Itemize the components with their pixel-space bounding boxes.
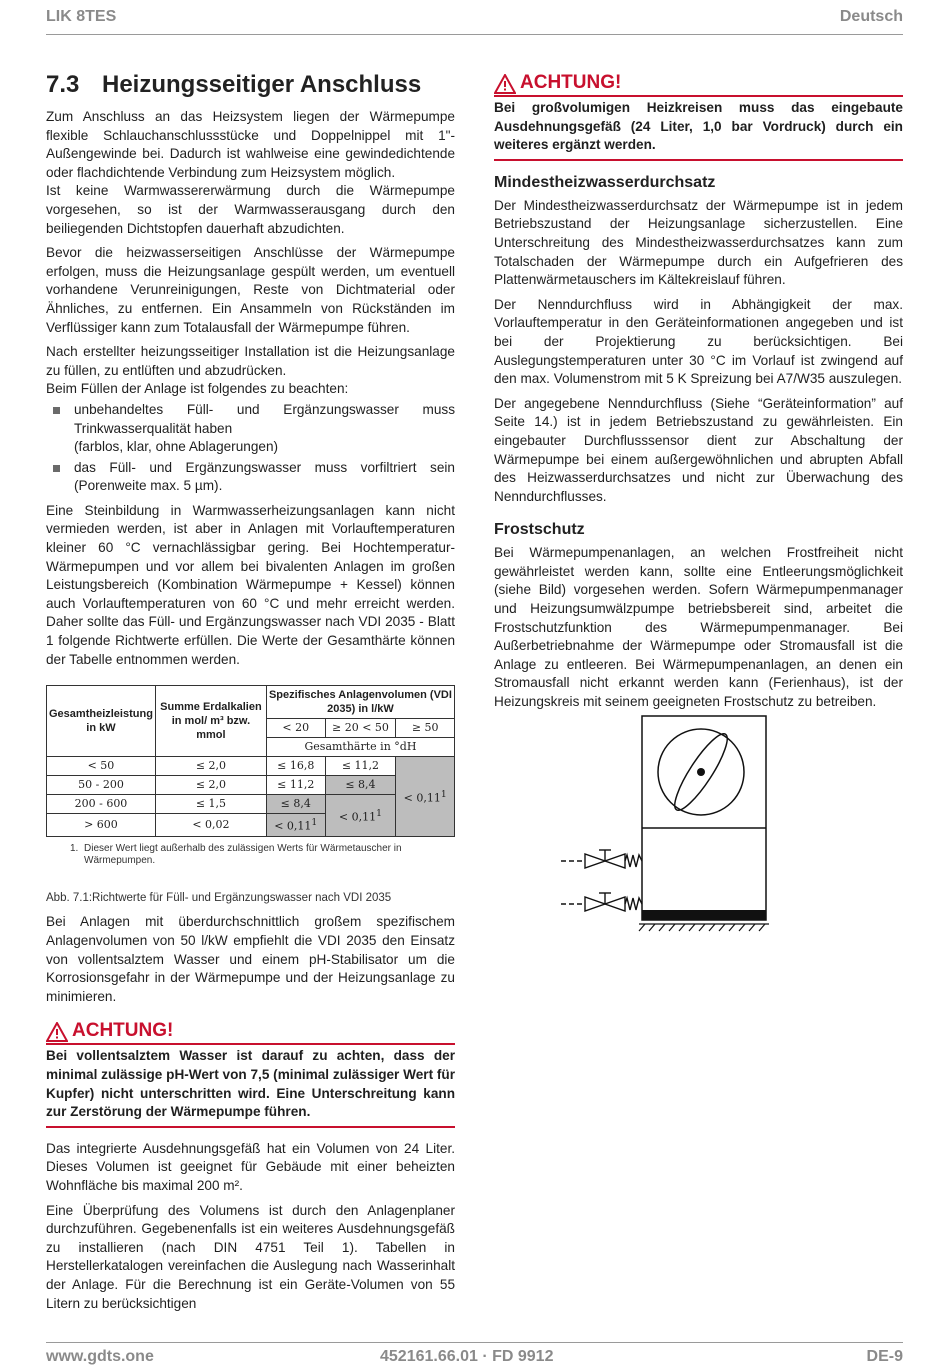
table-subheader: ≥ 50 (396, 719, 455, 738)
paragraph: Beim Füllen der Anlage ist folgendes zu beachten: (46, 381, 349, 397)
table-header: Summe Erdalkalien in mol/ m³ bzw. mmol (155, 686, 266, 757)
warning-text: Bei großvolumigen Heizkreisen muss das eingebaute Ausdehnungsgefäß (24 Liter, 1,0 bar Vordruck) durch ein weiteres ergänzt werden. (494, 97, 903, 161)
paragraph: Das integrierte Ausdehnungsgefäß hat ein Volumen von 24 Liter. Dieses Volumen ist geeignet für Gebäude mit einer beheizten Wohnfläche bis maximal 200 m². (46, 1140, 455, 1193)
fan-hub (697, 768, 705, 776)
paragraph: Bevor die heizwasserseitigen Anschlüsse der Wärmepumpe erfolgen, muss die Heizungsanlage gespült werden, um eventuell vorhandene Verunreinigungen, Reste von Dichtmaterial oder Ähnliches, zu entfernen. Ein Ansammeln von Rückständen im Verflüssiger kann zum Totalausfall der Wärmepumpe führen. (46, 245, 455, 335)
table-subheader: < 20 (266, 719, 325, 738)
water-values-table (46, 685, 455, 837)
footer-website: www.gdts.one (46, 1348, 154, 1365)
warning-triangle-icon (494, 74, 516, 94)
footer-doc-number: 452161.66.01 · FD 9912 (380, 1348, 554, 1365)
warning-title: ACHTUNG! (72, 1020, 174, 1042)
paragraph: Der Mindestheizwasserdurchsatz der Wärmepumpe ist in jedem Betriebszustand der Heizungsanlage sicherzustellen. Eine Unterschreitung des Mindestheizwasserdurchsatzes kann zum Totalschaden der Wärmepumpe durch ein Aufgefrieren des Plattenwärmetauschers im Kältekreislauf führen. (494, 197, 903, 288)
footer-divider (46, 1342, 903, 1343)
table-row: < 50 ≤ 2,0 ≤ 16,8 ≤ 11,2 < $0,11^1$ (47, 757, 455, 776)
subheading-min-flow: Mindestheizwasserdurchsatz (494, 173, 716, 191)
table-header: Spezifisches Anlagenvolumen (VDI 2035) in l/kW (266, 686, 454, 719)
header-divider (46, 34, 903, 35)
paragraph: Der Nenndurchfluss wird in Abhängigkeit der max. Vorlauftemperatur in den Geräteinformationen angegeben und ist bei der Projektierung zu berücksichtigen. Bei Auslegungstemperaturen unter 30 °C im Vorlauf ist zwingend auf den max. Volumenstrom mit 5 K Spreizung bei A7/W35 auszulegen. (494, 296, 903, 387)
subheading-frost: Frostschutz (494, 521, 585, 539)
list-item: unbehandeltes Füll- und Ergänzungswasser muss Trinkwasserqualität haben (farblos, klar, ohne Ablagerungen) (46, 401, 455, 457)
table-merged-cell: < $0,11^1$ (325, 795, 396, 837)
square-bullet-icon (53, 465, 60, 472)
warning-box (494, 72, 903, 161)
bullet-list (46, 401, 455, 496)
warning-text: Bei vollentsalztem Wasser ist darauf zu achten, dass der minimal zulässige pH-Wert von 7,5 (minimal zulässiger Wert für Kupfer) nicht unterschritten wird. Eine Unterschreitung kann zur Zerstörung der Wärmepumpe führen. (46, 1045, 455, 1127)
table-subheader: ≥ 20 < 50 (325, 719, 396, 738)
paragraph: Eine Überprüfung des Volumens ist durch den Anlagenplaner durchzuführen. Gegebenenfalls ist ein weiteres Ausdehnungsgefäß zu installieren (nach DIN 4751 Teil 1). Tabellen in Herstellerkatalogen vereinfachen die Auslegung nach Wasserinhalt der Anlage. Für die Berechnung ist ein Geräte-Volumen von 55 Litern zu berücksichtigen (46, 1202, 455, 1311)
paragraph: Bei Anlagen mit überdurchschnittlich großem spezifischem Anlagenvolumen von 50 l/kW empfiehlt die VDI 2035 den Einsatz von vollentsalztem Wasser und einem pH-Stabilisator um die Korrosionsgefahr in der Wärmepumpe und der Heizungsanlage zu minimieren. (46, 914, 455, 1004)
table-footnote: 1. Dieser Wert liegt außerhalb des zulässigen Werts für Wärmetauscher in Wärmepumpen. (70, 842, 402, 866)
paragraph: Bei Wärmepumpenanlagen, an welchen Frostfreiheit nicht gewährleistet werden kann, sollte eine Entleerungsmöglichkeit (siehe Bild) vorgesehen werden. Sofern Wärmepumpenmanager und Heizungsumwälzpumpe betriebsbereit sind, arbeitet die Frostschutzfunktion des Wärmepumpenmanager. Bei Außerbetriebnahme der Wärmepumpe oder Stromausfall ist die Anlage zu entleeren. Bei Wärmepumpenanlagen, an denen ein Stromausfall nicht erkannt werden kann (Ferienhaus), ist der Heizungskreis mit seinem geeigneten Frostschutz zu betreiben. (494, 545, 903, 710)
paragraph: Der angegebene Nenndurchfluss (Siehe “Geräteinformation” auf Seite 14.) ist in jedem Betriebszustand zu gewährleisten. Ein eingebauter Durchflusssensor dient zur Abschaltung der Wärmepumpe bei einem außergewöhnlichen und abrupten Abfall des Heizwasserdurchsatzes und nicht zur Überwachung des Nenndurchflusses. (494, 395, 903, 504)
footer-page-number: DE-9 (866, 1348, 903, 1365)
section-title: Heizungsseitiger Anschluss (102, 71, 422, 98)
base-plate (642, 910, 766, 920)
upper-drain-valve (561, 850, 642, 868)
warning-title: ACHTUNG! (520, 72, 622, 93)
list-item: das Füll- und Ergänzungswasser muss vorfiltriert sein (Porenweite max. 5 µm). (46, 459, 455, 496)
right-column (494, 72, 903, 718)
table-row: 50 - 200 ≤ 2,0 ≤ 11,2 ≤ 8,4 (47, 776, 455, 795)
section-number: 7.3 (46, 71, 80, 98)
lower-drain-valve (561, 893, 642, 911)
square-bullet-icon (53, 407, 60, 414)
paragraph: Nach erstellter heizungsseitiger Installation ist die Heizungsanlage zu füllen, zu entlüften und abzudrücken. (46, 344, 455, 378)
warning-box (46, 1020, 455, 1127)
paragraph: Ist keine Warmwassererwärmung durch die Wärmepumpe vorgesehen, so ist der Warmwasserausgang durch den beiliegenden Dichtstopfen dauerhaft abzudichten. (46, 183, 455, 236)
drain-schematic-figure (559, 712, 821, 944)
paragraph: Zum Anschluss an das Heizsystem liegen der Wärmepumpe flexible Schlauchanschlussstücke und Doppelnippel mit 1"-Außengewinde bei. Dadurch ist wahlweise eine gewindedichtende oder flachdichtende Verbindung zum Heizsystem möglich. (46, 109, 455, 180)
table-header: Gesamtheizleistung in kW (47, 686, 156, 757)
left-column (46, 70, 455, 1319)
doc-header-language: Deutsch (839, 8, 903, 25)
paragraph: Eine Steinbildung in Warmwasserheizungsanlagen kann nicht vermieden werden, ist aber in Anlagen mit Vorlauftemperaturen kleiner 60 °C vernachlässigbar gering. Bei Hochtemperatur-Wärmepumpen und vor allem bei bivalenten Anlagen im großen Leistungsbereich (Kombination Wärmepumpe + Kessel) können auch Vorlauftemperaturen von 60 °C und mehr erreicht werden. Daher sollte das Füll- und Ergänzungswasser nach VDI 2035 - Blatt 1 folgende Richtwerte erfüllen. Die Werte der Gesamthärte können der Tabelle entnommen werden. (46, 502, 455, 667)
figure-caption: Abb. 7.1:Richtwerte für Füll- und Ergänzungswasser nach VDI 2035 (46, 891, 392, 904)
table-row: 200 - 600 ≤ 1,5 ≤ 8,4 < $0,11^1$ (47, 795, 455, 814)
table-unit: Gesamthärte in °dH (266, 738, 454, 757)
section-heading (46, 70, 455, 100)
warning-triangle-icon (46, 1022, 68, 1042)
table-row: > 600 < 0,02 < $0,11^1$ (47, 814, 455, 837)
table-merged-cell: < $0,11^1$ (396, 757, 455, 837)
doc-header-title: LIK 8TES (46, 8, 117, 25)
